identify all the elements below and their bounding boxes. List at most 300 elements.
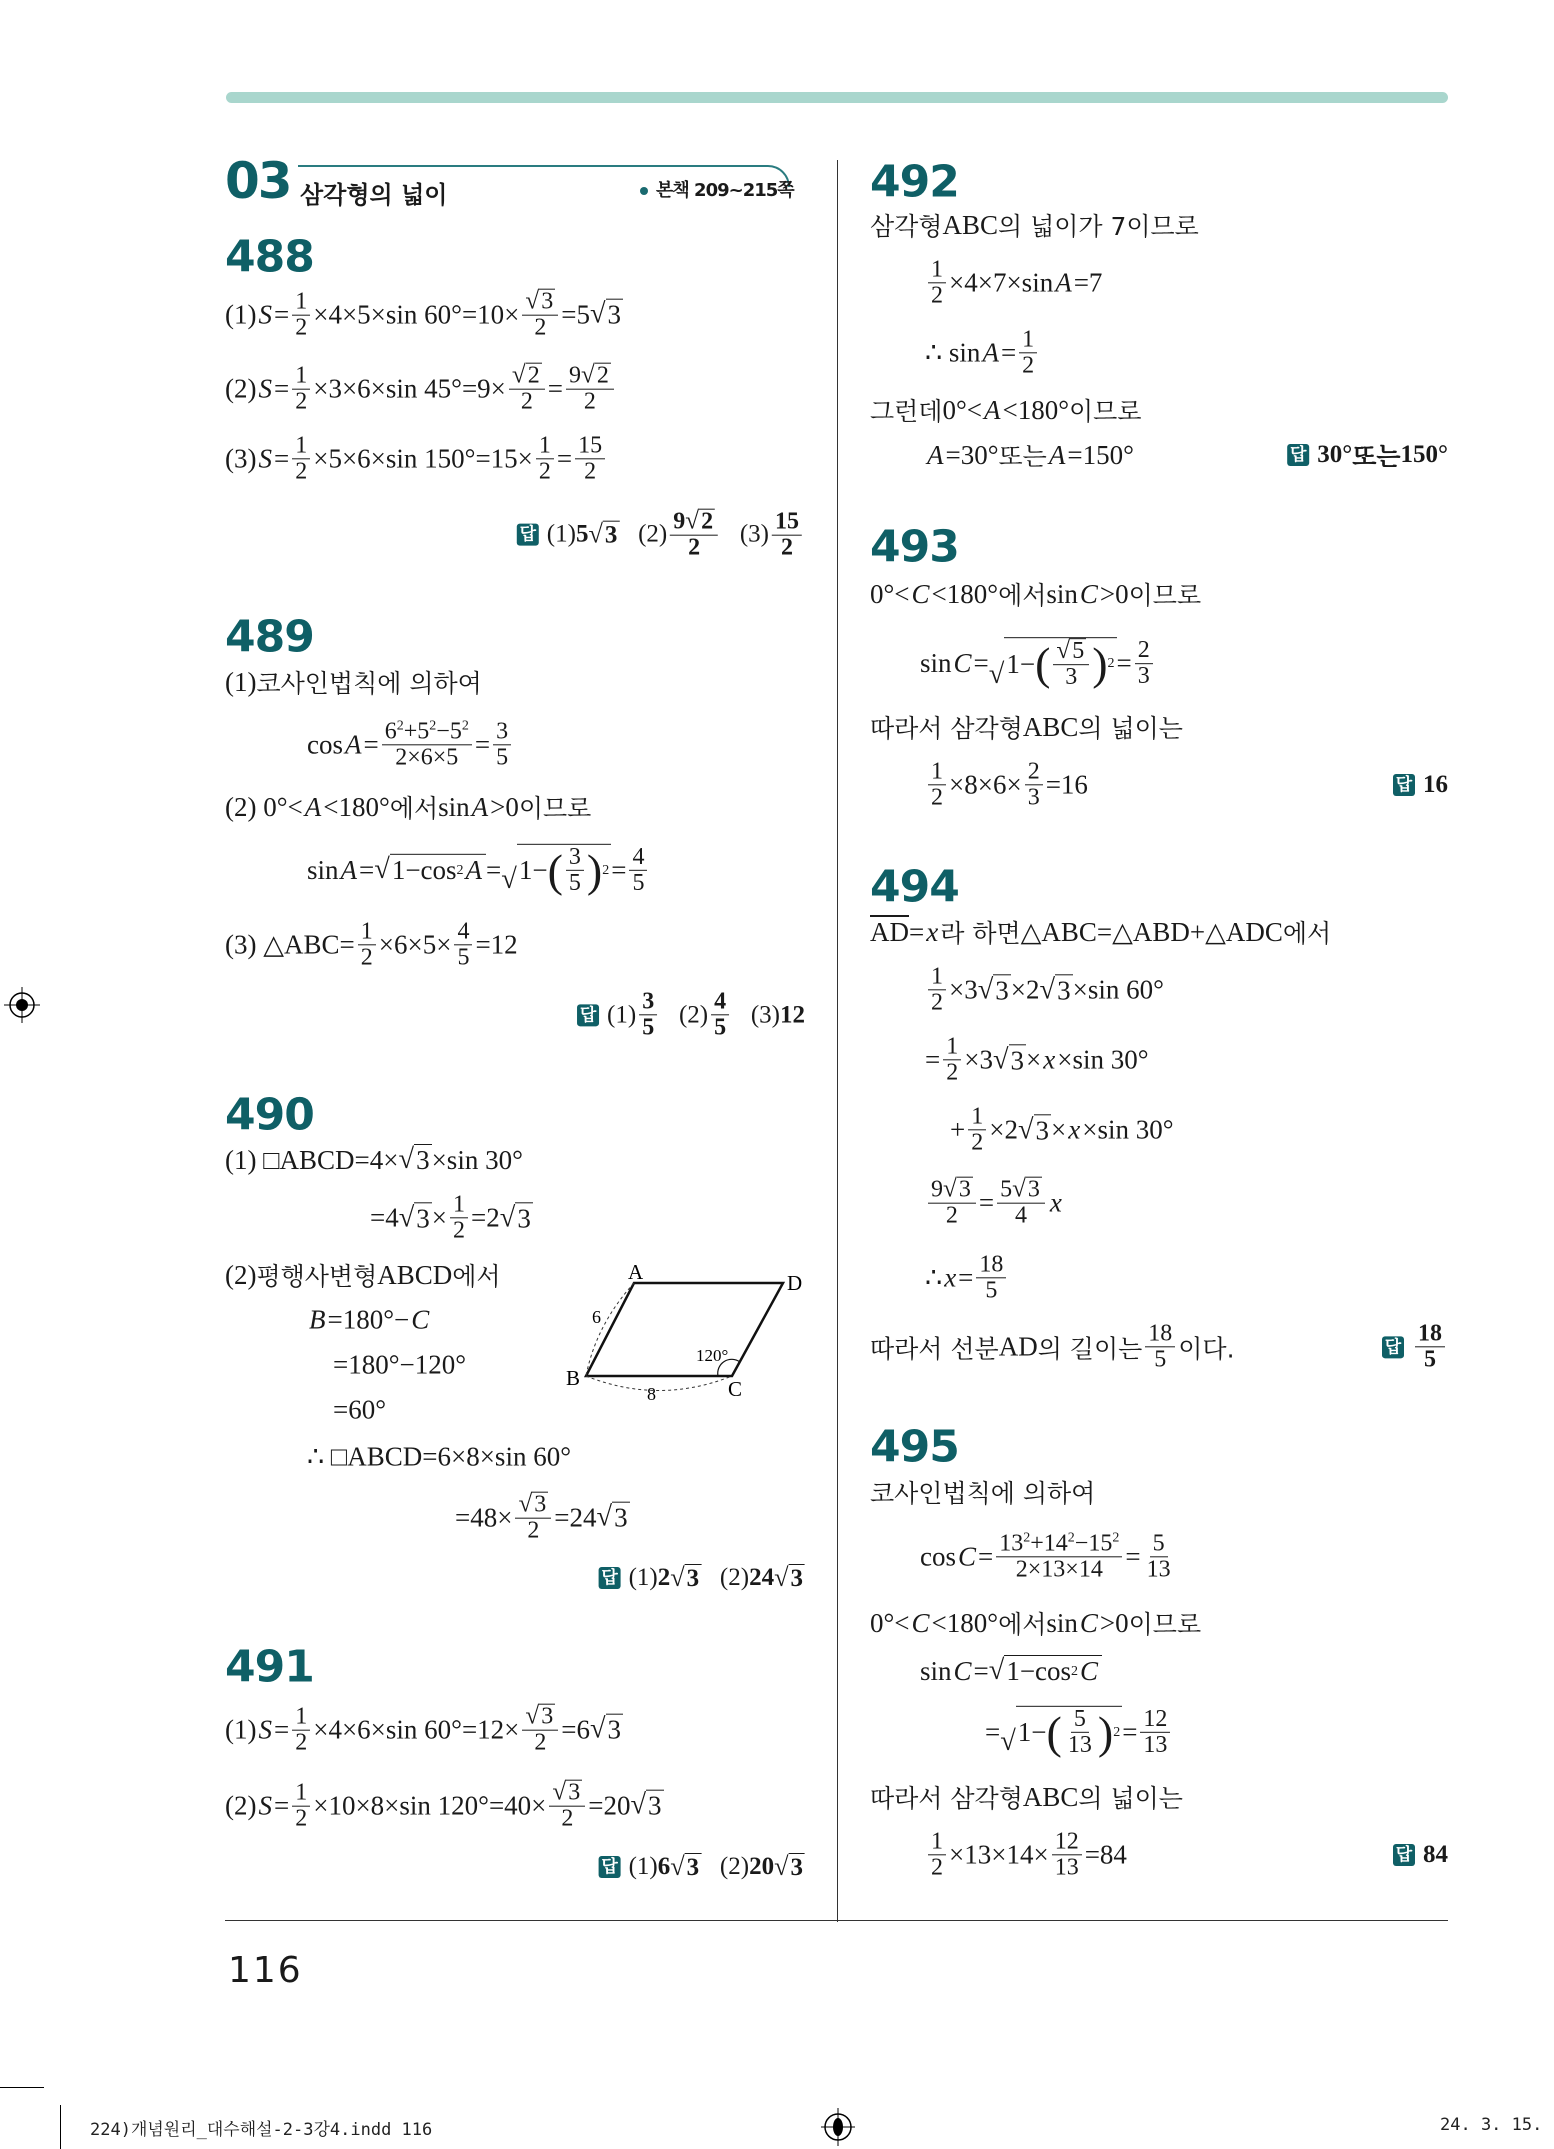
fraction bbox=[292, 289, 310, 340]
solution-line bbox=[455, 1492, 630, 1545]
parenthesis: ( bbox=[1035, 638, 1051, 690]
variable: C bbox=[1079, 1607, 1098, 1638]
math-text: =2 bbox=[471, 1202, 500, 1233]
math-text: (3) bbox=[732, 1001, 780, 1028]
denominator bbox=[629, 871, 647, 896]
fraction bbox=[996, 1531, 1122, 1582]
math-text: 5 bbox=[632, 869, 645, 896]
square-root bbox=[590, 299, 623, 331]
math-text: 1 bbox=[971, 1103, 984, 1130]
variable: S bbox=[258, 1790, 272, 1821]
math-text: <180° bbox=[1002, 394, 1070, 425]
radical-sign-icon: √ bbox=[988, 1655, 1005, 1686]
fraction bbox=[968, 1104, 986, 1155]
math-text: = bbox=[1122, 1716, 1138, 1747]
korean-text: 이다. bbox=[1178, 1334, 1235, 1363]
radical-sign-icon: √ bbox=[511, 361, 526, 389]
math-text: 3 bbox=[958, 1176, 971, 1203]
fraction bbox=[928, 1177, 976, 1230]
vertex-d-label: D bbox=[787, 1271, 803, 1295]
math-text: 2 bbox=[688, 535, 701, 562]
denominator bbox=[928, 1856, 946, 1881]
answer-value bbox=[1423, 1841, 1448, 1869]
solution-line bbox=[870, 1474, 1095, 1510]
denominator bbox=[292, 1806, 310, 1831]
variable: x bbox=[1043, 1044, 1056, 1075]
denominator bbox=[454, 946, 472, 971]
math-text: ×4×6×sin 60°=12× bbox=[313, 1714, 520, 1745]
fraction bbox=[292, 433, 310, 484]
exponent: 2 bbox=[461, 718, 469, 734]
denominator bbox=[1013, 1558, 1106, 1583]
math-text: (1) bbox=[607, 1001, 637, 1028]
numerator bbox=[1145, 1321, 1175, 1347]
fraction bbox=[566, 363, 614, 416]
korean-text: 에서 bbox=[1282, 919, 1332, 948]
variable: A bbox=[471, 791, 489, 822]
numerator bbox=[292, 1704, 310, 1730]
fraction bbox=[454, 919, 472, 970]
denominator bbox=[524, 1519, 542, 1544]
exponent: 2 bbox=[602, 862, 610, 878]
exponent: 2 bbox=[1107, 656, 1115, 672]
math-text: 3 bbox=[568, 1779, 581, 1806]
numerator bbox=[522, 289, 558, 316]
radical-sign-icon: √ bbox=[588, 519, 603, 549]
math-text: =6 bbox=[561, 1714, 590, 1745]
variable: S bbox=[258, 1714, 272, 1745]
math-text: 2×6×5 bbox=[395, 744, 459, 771]
problem-number-490: 490 bbox=[225, 1089, 314, 1141]
denominator bbox=[1421, 1348, 1439, 1373]
denominator bbox=[581, 460, 599, 485]
math-text: 1 bbox=[1022, 326, 1035, 353]
math-text: 1 bbox=[295, 362, 308, 389]
math-text: ×10×8×sin 120°=40× bbox=[313, 1790, 547, 1821]
fraction bbox=[292, 1780, 310, 1831]
square-root bbox=[512, 363, 542, 389]
crop-mark bbox=[0, 2087, 44, 2088]
radicand bbox=[993, 974, 1011, 1006]
radical-sign-icon: √ bbox=[1012, 1175, 1026, 1203]
korean-text: 평행사변형 bbox=[256, 1262, 378, 1291]
square-root bbox=[685, 509, 715, 535]
math-text: (1) bbox=[225, 1714, 257, 1745]
radical-sign-icon: √ bbox=[1000, 1726, 1016, 1758]
math-text: 3 bbox=[568, 843, 581, 870]
answer-line bbox=[577, 989, 805, 1040]
math-text: 2 bbox=[971, 1129, 984, 1156]
answer-line bbox=[599, 1852, 805, 1882]
numerator bbox=[549, 1780, 585, 1807]
reference-text: 본책 209~215쪽 bbox=[656, 180, 794, 201]
math-text: sin bbox=[920, 648, 952, 679]
square-root bbox=[774, 1852, 805, 1882]
square-root bbox=[552, 1780, 582, 1806]
variable: C bbox=[953, 1655, 972, 1686]
radicand bbox=[646, 1790, 664, 1822]
segment-label: $\overline{AD}$ bbox=[870, 916, 909, 947]
math-text: 9 bbox=[673, 508, 686, 535]
math-text: >0 bbox=[1099, 1607, 1129, 1638]
problem-number-494: 494 bbox=[870, 861, 959, 913]
fraction bbox=[1140, 1706, 1170, 1757]
numerator bbox=[1415, 1321, 1445, 1347]
variable: S bbox=[258, 443, 272, 474]
fraction bbox=[1135, 638, 1153, 689]
korean-text: 이므로 bbox=[1128, 581, 1202, 610]
denominator bbox=[1144, 1558, 1174, 1583]
numerator bbox=[928, 257, 946, 283]
radical-sign-icon: √ bbox=[992, 1044, 1009, 1075]
bottom-rule bbox=[225, 1920, 1448, 1921]
solution-line bbox=[307, 1442, 571, 1473]
footer-filename: 224)개념원리_대수해설-2-3강4.indd 116 bbox=[90, 2120, 433, 2140]
column-divider bbox=[837, 160, 838, 1922]
footer-date: 24. 3. 15. bbox=[1440, 2115, 1543, 2135]
radicand bbox=[595, 363, 611, 389]
numerator bbox=[575, 433, 605, 459]
math-text: 1 bbox=[295, 1779, 308, 1806]
square-root bbox=[590, 1714, 623, 1746]
denominator bbox=[928, 284, 946, 309]
numerator bbox=[928, 1829, 946, 1855]
square-root bbox=[1012, 1177, 1042, 1203]
square-root bbox=[670, 1852, 701, 1882]
denominator bbox=[685, 536, 703, 561]
math-text: cos bbox=[307, 729, 343, 760]
square-root bbox=[374, 854, 486, 886]
math-text: 1 bbox=[453, 1191, 466, 1218]
answer-line bbox=[1287, 437, 1448, 473]
parenthesis: ) bbox=[586, 844, 603, 896]
math-text: 0°< bbox=[942, 394, 982, 425]
denominator bbox=[943, 1061, 961, 1086]
problem-number-488: 488 bbox=[225, 231, 314, 283]
math-text: 12 bbox=[1054, 1828, 1079, 1855]
radicand bbox=[526, 363, 542, 389]
answer-value bbox=[658, 1852, 701, 1882]
square-root bbox=[1056, 638, 1086, 664]
math-text: = bbox=[958, 1262, 974, 1293]
denominator bbox=[982, 1279, 1000, 1304]
square-root bbox=[1000, 1706, 1122, 1758]
math-text: 5 bbox=[985, 1277, 998, 1304]
numerator bbox=[522, 1704, 558, 1731]
korean-text: 이므로 bbox=[1069, 397, 1142, 426]
fraction bbox=[629, 844, 647, 895]
numerator bbox=[1019, 327, 1037, 353]
math-text: ×13×14× bbox=[949, 1839, 1049, 1870]
variable: A bbox=[982, 337, 999, 368]
denominator bbox=[292, 1730, 310, 1755]
radical-sign-icon: √ bbox=[774, 1852, 789, 1881]
denominator bbox=[1019, 354, 1037, 379]
math-text: 2 bbox=[527, 362, 540, 389]
square-root bbox=[518, 1492, 548, 1518]
math-text: 3 bbox=[1010, 1045, 1025, 1075]
math-text: 3 bbox=[534, 1491, 547, 1518]
fraction bbox=[549, 1780, 585, 1833]
math-text: △ABC=△ABD+△ADC bbox=[1020, 916, 1283, 947]
numerator bbox=[670, 509, 718, 536]
denominator bbox=[943, 1204, 961, 1229]
denominator bbox=[292, 315, 310, 340]
square-root bbox=[588, 520, 619, 550]
math-text: ×2 bbox=[1010, 974, 1040, 1005]
variable: A bbox=[1055, 267, 1072, 298]
korean-text: 의 길이는 bbox=[1037, 1334, 1143, 1363]
numerator bbox=[1052, 1829, 1082, 1855]
math-text: 13 bbox=[1054, 1854, 1079, 1881]
radicand bbox=[612, 1502, 630, 1534]
math-text: =60° bbox=[333, 1394, 387, 1425]
exponent: 2 bbox=[1067, 1530, 1075, 1546]
section-number: 03 bbox=[225, 152, 291, 210]
math-text: (1) bbox=[628, 1564, 658, 1591]
answer-line bbox=[1393, 771, 1448, 799]
radicand bbox=[532, 1492, 548, 1518]
radicand bbox=[1034, 1114, 1052, 1146]
fraction bbox=[1019, 327, 1037, 378]
math-text: 3 bbox=[790, 1854, 803, 1881]
denominator bbox=[711, 1016, 729, 1041]
fraction bbox=[928, 1829, 946, 1880]
side-ab-length: 6 bbox=[592, 1307, 601, 1327]
solution-line bbox=[925, 1829, 1127, 1880]
math-text: =180°− bbox=[327, 1304, 410, 1335]
fraction bbox=[536, 433, 554, 484]
fraction bbox=[1145, 1321, 1175, 1372]
solution-line bbox=[870, 709, 1183, 745]
numerator bbox=[358, 919, 376, 945]
square-root bbox=[399, 1144, 432, 1176]
registration-mark-icon bbox=[818, 2105, 858, 2149]
fraction bbox=[670, 509, 718, 562]
fraction bbox=[639, 989, 657, 1040]
numerator bbox=[928, 964, 946, 990]
square-root bbox=[943, 1177, 973, 1203]
answer-value bbox=[1317, 437, 1448, 473]
math-text: 2 bbox=[701, 508, 714, 535]
math-text: 6 bbox=[657, 1853, 671, 1880]
radical-sign-icon: √ bbox=[1039, 974, 1056, 1005]
radicand bbox=[1026, 1177, 1042, 1203]
denominator bbox=[581, 390, 599, 415]
math-text: (3) △ABC= bbox=[225, 929, 355, 960]
variable: A bbox=[340, 854, 358, 885]
math-text: (2) bbox=[660, 1001, 709, 1028]
radicand bbox=[789, 1853, 806, 1882]
solution-line bbox=[370, 1192, 533, 1243]
math-text: = bbox=[978, 1187, 995, 1218]
variable: A bbox=[1048, 439, 1066, 470]
answer-line bbox=[517, 509, 805, 562]
math-text: 3 bbox=[604, 521, 618, 549]
korean-text: 따라서 삼각형 bbox=[870, 714, 1023, 743]
radical-sign-icon: √ bbox=[977, 974, 994, 1005]
math-text: = bbox=[273, 443, 290, 474]
exponent: 2 bbox=[429, 718, 437, 734]
math-text: = bbox=[985, 1716, 1001, 1747]
math-text: 0°< bbox=[870, 1607, 910, 1638]
numerator bbox=[493, 719, 511, 745]
math-text: (2) bbox=[225, 373, 257, 404]
numerator bbox=[968, 1104, 986, 1130]
math-text: 13 bbox=[1143, 1731, 1168, 1758]
denominator bbox=[1025, 786, 1043, 811]
bullet-icon bbox=[640, 187, 648, 195]
numerator bbox=[1140, 1706, 1170, 1732]
numerator bbox=[1025, 759, 1043, 785]
math-text: 18 bbox=[1418, 1320, 1442, 1347]
math-text: 150° bbox=[1400, 441, 1448, 468]
korean-text: 또는 bbox=[998, 442, 1047, 471]
math-text: × bbox=[1026, 1044, 1042, 1075]
math-text: <180° bbox=[931, 1607, 999, 1638]
math-text: 5 bbox=[1073, 1705, 1086, 1732]
answer-value bbox=[636, 989, 660, 1040]
solution-line bbox=[925, 964, 1164, 1015]
math-text: 5 bbox=[568, 870, 581, 896]
math-text: 13 bbox=[999, 1530, 1024, 1557]
radical-sign-icon: √ bbox=[525, 1702, 540, 1730]
numerator bbox=[928, 1177, 976, 1204]
math-text: = bbox=[273, 299, 290, 330]
math-text: 3 bbox=[1065, 664, 1078, 691]
korean-text: 의 넓이는 bbox=[1078, 1784, 1183, 1813]
math-text: ×6×5× bbox=[378, 929, 452, 960]
numerator bbox=[292, 363, 310, 389]
denominator bbox=[536, 460, 554, 485]
square-root bbox=[978, 974, 1011, 1006]
radicand bbox=[606, 299, 624, 331]
variable: S bbox=[258, 373, 272, 404]
numerator bbox=[1053, 638, 1089, 665]
solution-line bbox=[920, 1655, 1102, 1687]
math-text: =84 bbox=[1084, 1839, 1127, 1870]
vertex-b-label: B bbox=[566, 1366, 581, 1390]
numerator bbox=[711, 989, 729, 1015]
math-text: × bbox=[431, 1202, 448, 1233]
radical-sign-icon: √ bbox=[525, 287, 540, 315]
fraction bbox=[1415, 1321, 1445, 1372]
variable: C bbox=[953, 648, 972, 679]
solution-line bbox=[225, 789, 591, 825]
fraction bbox=[976, 1252, 1006, 1303]
solution-line bbox=[225, 1780, 664, 1833]
denominator bbox=[778, 535, 796, 560]
numerator bbox=[292, 289, 310, 315]
math-text: (2) bbox=[225, 1259, 257, 1290]
answer-badge-icon: 답 bbox=[599, 1856, 621, 1878]
math-text: 2 bbox=[946, 1059, 959, 1086]
math-text: =12 bbox=[475, 929, 518, 960]
denominator bbox=[531, 316, 549, 341]
radicand bbox=[1070, 638, 1086, 664]
radical-sign-icon: √ bbox=[943, 1175, 957, 1203]
radicand bbox=[414, 1202, 432, 1234]
solution-line bbox=[985, 1706, 1173, 1758]
math-text: 13 bbox=[1146, 1556, 1171, 1583]
solution-line bbox=[920, 1531, 1177, 1582]
math-text: >0 bbox=[490, 791, 519, 822]
answer-badge-icon: 답 bbox=[1287, 444, 1309, 466]
korean-text: 삼각형 bbox=[870, 212, 943, 241]
math-text: 2 bbox=[360, 944, 373, 971]
math-text: = bbox=[978, 1541, 994, 1572]
fraction bbox=[997, 1177, 1045, 1230]
fraction bbox=[522, 1704, 558, 1757]
math-text: =5 bbox=[561, 299, 590, 330]
variable: C bbox=[958, 1541, 977, 1572]
exponent: 2 bbox=[396, 718, 404, 734]
math-text: ABC bbox=[942, 209, 998, 240]
math-text: (1) bbox=[225, 299, 257, 330]
radical-sign-icon: √ bbox=[589, 298, 606, 330]
math-text: = bbox=[556, 443, 573, 474]
radical-sign-icon: √ bbox=[501, 864, 517, 896]
math-text: 1− bbox=[1017, 1717, 1047, 1747]
square-root bbox=[597, 1502, 630, 1534]
math-text: 5 bbox=[1072, 638, 1085, 665]
math-text: 12 bbox=[1143, 1705, 1168, 1732]
radical-sign-icon: √ bbox=[685, 507, 700, 535]
math-text: 1 bbox=[360, 918, 373, 945]
math-text: 3 bbox=[416, 1203, 430, 1233]
parenthesis: ( bbox=[1046, 1706, 1062, 1758]
denominator bbox=[531, 1731, 549, 1756]
answer-value bbox=[749, 1563, 805, 1593]
math-text: 18 bbox=[979, 1251, 1004, 1278]
math-text: 2 bbox=[295, 314, 308, 341]
problem-number-493: 493 bbox=[870, 521, 959, 573]
numerator bbox=[1135, 638, 1153, 664]
math-text: 5 bbox=[1152, 1530, 1165, 1557]
math-text: = bbox=[273, 1790, 290, 1821]
math-text: ∴ bbox=[925, 1262, 943, 1293]
answer-line bbox=[1382, 1321, 1448, 1372]
fraction bbox=[711, 989, 729, 1040]
math-text: 16 bbox=[1423, 771, 1448, 798]
korean-text: 의 넓이는 bbox=[1078, 714, 1183, 743]
math-text: (1) bbox=[546, 520, 576, 548]
radicand bbox=[566, 1780, 582, 1806]
math-text: =20 bbox=[588, 1790, 631, 1821]
math-text: 2 bbox=[781, 534, 793, 561]
solution-line bbox=[225, 664, 482, 700]
korean-text: 에서 bbox=[998, 1610, 1047, 1639]
fraction bbox=[292, 1704, 310, 1755]
answer-badge-icon: 답 bbox=[517, 524, 539, 546]
fraction bbox=[1052, 1829, 1082, 1880]
radical-sign-icon: √ bbox=[1056, 637, 1071, 665]
math-text: (3) bbox=[721, 520, 769, 548]
exponent: 2 bbox=[1023, 1530, 1031, 1546]
math-text: =7 bbox=[1073, 267, 1103, 298]
answer-badge-icon: 답 bbox=[1393, 1844, 1415, 1866]
math-text: 2 bbox=[931, 1854, 943, 1881]
fraction bbox=[1053, 638, 1089, 691]
denominator bbox=[566, 871, 584, 896]
math-text: ×2 bbox=[989, 1114, 1018, 1145]
fraction bbox=[382, 719, 472, 770]
math-text: 2 bbox=[931, 282, 943, 309]
math-text: 4 bbox=[632, 843, 645, 870]
parenthesis: ( bbox=[547, 844, 563, 896]
square-root bbox=[1040, 974, 1073, 1006]
math-text: ×3 bbox=[949, 974, 978, 1005]
